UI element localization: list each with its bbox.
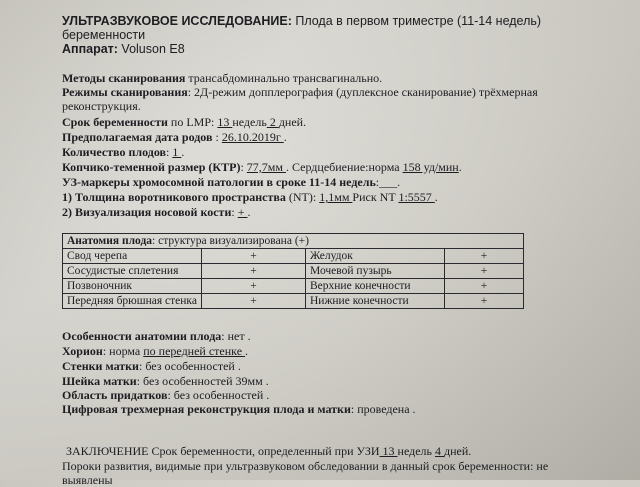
title-line2: беременности [62,28,146,42]
count-label: Количество плодов [62,145,167,159]
conclusion-weeks: 13 [379,444,398,458]
table-row [63,279,524,294]
nt-post: . [434,190,438,204]
due-post: . [283,130,287,144]
ktr-post: . [458,160,462,174]
reconstruction-value: : проведена . [350,402,416,416]
appendages-label: Область придатков [62,388,168,402]
apparatus-value: Voluson E8 [117,42,185,56]
anatomy-table [62,233,524,309]
count-pre: : [166,145,173,159]
title-rest: Плода в первом триместре (11-14 недель) [291,14,542,28]
conclusion-days-word: дней. [444,444,472,458]
features-line [62,329,251,343]
anatomy-header-bold: Анатомия плода [67,235,153,247]
table-row [63,294,524,309]
defects-line2: выявлены [62,473,113,487]
markers-pre: : [375,175,380,189]
anatomy-cell-right: Нижние конечности [306,294,445,309]
anatomy-header [63,234,524,249]
conclusion-line [66,444,471,458]
document-title [62,14,541,28]
count-post: . [181,145,185,159]
due-line [62,130,287,144]
ktr-label: Копчико-теменной размер (КТР) [62,160,241,174]
anatomy-header-rest: : структура визуализирована (+) [152,235,309,247]
features-value: : нет . [221,329,251,343]
anatomy-cell-right-value: + [445,264,524,279]
chorion-post: . [245,344,249,358]
markers-post: . [397,175,401,189]
ktr-pre: : [240,160,247,174]
term-weeks: 13 [217,115,233,129]
conclusion-label: ЗАКЛЮЧЕНИЕ [66,444,149,458]
reconstruction-label: Цифровая трехмерная реконструкция плода и матки [62,402,351,416]
anatomy-cell-left-value: + [202,294,306,309]
term-label: Срок беременности [62,115,168,129]
features-label: Особенности анатомии плода [62,329,222,343]
defects-line: Пороки развития, видимые при ультразвуковом обследовании в данный срок беременности: не [62,459,549,473]
markers-line [62,175,400,189]
ktr-line [62,160,462,174]
cervix-label: Шейка матки [62,374,137,388]
due-pre: : [212,130,222,144]
apparatus-line [62,42,185,56]
apparatus-label: Аппарат: [62,42,118,56]
anatomy-cell-left: Свод черепа [63,249,202,264]
anatomy-cell-left: Передняя брюшная стенка [63,294,202,309]
anatomy-cell-left-value: + [202,279,306,294]
ktr-heart-rate: 158 уд/мин [402,160,459,174]
markers-value: ___ [379,175,398,189]
table-row [63,264,524,279]
methods-label: Методы сканирования [62,71,186,85]
anatomy-cell-right-value: + [445,294,524,309]
ktr-value: 77,7мм [246,160,286,174]
term-days: 2 [266,115,279,129]
nt-risk: 1:5557 [398,190,435,204]
walls-value: : без особенностей . [138,359,241,373]
markers-label: УЗ-маркеры хромосомной патологии в сроке 11-14 недель [62,175,376,189]
anatomy-cell-right-value: + [445,279,524,294]
term-line [62,115,306,129]
anatomy-cell-right: Верхние конечности [306,279,445,294]
due-date: 26.10.2019г [221,130,284,144]
chorion-pre: : норма [102,344,144,358]
chorion-value: по передней стенке [143,344,246,358]
term-days-word: дней. [278,115,307,129]
anatomy-cell-left: Позвоночник [63,279,202,294]
nt-label: 1) Толщина воротникового пространства [62,190,286,204]
nt-value: 1,1мм [319,190,353,204]
anatomy-cell-right: Желудок [306,249,445,264]
term-pre: по LMP: [167,115,218,129]
modes-line [62,85,538,99]
chorion-line [62,344,248,358]
due-label: Предполагаемая дата родов [62,130,213,144]
cervix-line [62,374,269,388]
methods-line [62,71,382,85]
anatomy-cell-right-value: + [445,249,524,264]
term-weeks-word: недель [232,115,267,129]
nt-risk-pre: Риск NT [352,190,399,204]
walls-label: Стенки матки [62,359,139,373]
anatomy-cell-right: Мочевой пузырь [306,264,445,279]
conclusion-days: 4 [435,444,444,458]
nt-mid: (NT): [285,190,320,204]
table-row [63,249,524,264]
ktr-mid: . Сердцебиение:норма [285,160,403,174]
cervix-value: : без особенностей 39мм . [136,374,269,388]
methods-value: трансабдоминально трансвагинально. [185,71,383,85]
nasal-pre: : [231,205,238,219]
anatomy-cell-left-value: + [202,264,306,279]
nasal-line [62,205,251,219]
conclusion-weeks-word: недель [397,444,435,458]
reconstruction-line [62,402,416,416]
title-bold: УЛЬТРАЗВУКОВОЕ ИССЛЕДОВАНИЕ: [62,14,292,28]
nasal-label: 2) Визуализация носовой кости [62,205,232,219]
nt-line [62,190,438,204]
anatomy-cell-left-value: + [202,249,306,264]
count-line [62,145,184,159]
modes-value: : 2Д-режим допплерография (дуплексное сканирование) трёхмерная [187,85,538,99]
modes-line2: реконструкция. [62,99,141,113]
appendages-value: : без особенностей . [167,388,270,402]
nasal-post: . [247,205,251,219]
anatomy-header-row [63,234,524,249]
nasal-value: + [237,205,248,219]
count-value: 1 [172,145,182,159]
conclusion-pre: Срок беременности, определенный при УЗИ [148,444,380,458]
chorion-label: Хорион [62,344,103,358]
appendages-line [62,388,269,402]
walls-line [62,359,241,373]
anatomy-cell-left: Сосудистые сплетения [63,264,202,279]
modes-label: Режимы сканирования [62,85,188,99]
